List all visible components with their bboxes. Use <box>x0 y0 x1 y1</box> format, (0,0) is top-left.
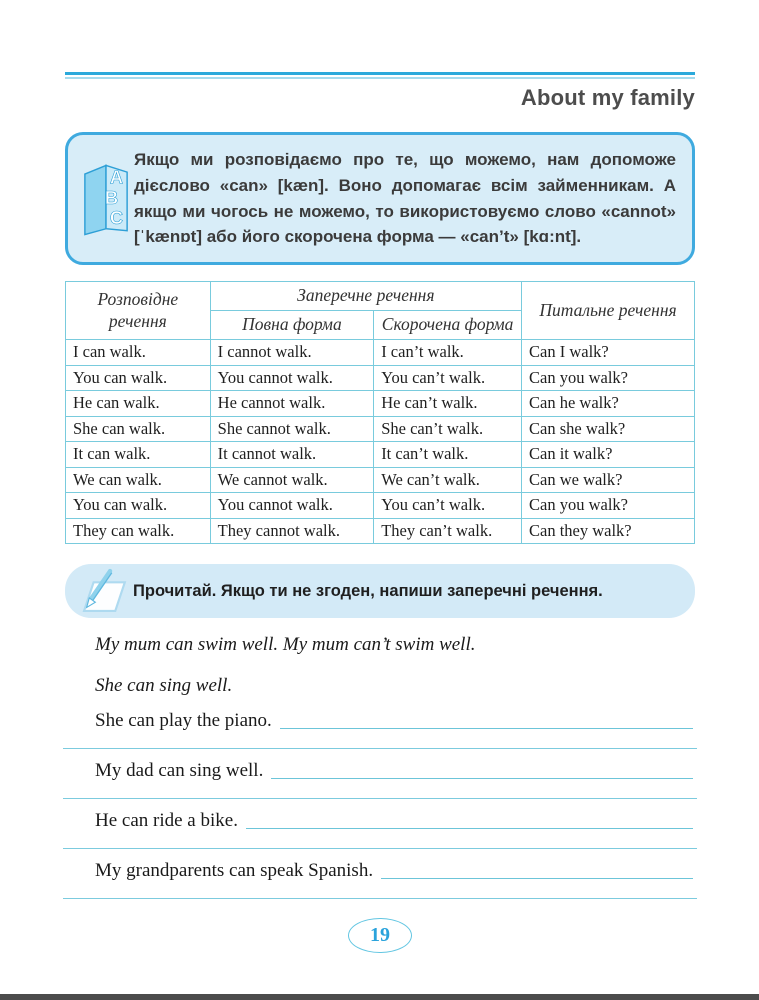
top-rule-primary <box>65 72 695 75</box>
column-header-short-form: Скорочена форма <box>374 311 522 340</box>
cell-negative-short: I can’t walk. <box>374 340 522 366</box>
task-instruction-banner <box>65 564 695 618</box>
cell-question: Can she walk? <box>522 416 695 442</box>
column-header-declarative: Розповідне речення <box>66 282 211 340</box>
cell-negative-full: He cannot walk. <box>210 391 374 417</box>
cell-negative-short: He can’t walk. <box>374 391 522 417</box>
svg-text:A: A <box>109 166 124 188</box>
exercise-item <box>95 758 695 782</box>
cell-question: Can they walk? <box>522 518 695 544</box>
example-sentence: My mum can swim well. My mum can’t swim well. <box>95 634 476 656</box>
cell-negative-short: She can’t walk. <box>374 416 522 442</box>
cell-declarative: You can walk. <box>66 365 211 391</box>
cell-negative-full: They cannot walk. <box>210 518 374 544</box>
exercise-section <box>65 631 695 899</box>
cell-declarative: He can walk. <box>66 391 211 417</box>
cell-declarative: She can walk. <box>66 416 211 442</box>
cell-negative-full: You cannot walk. <box>210 365 374 391</box>
pen-paper-icon <box>75 568 133 614</box>
svg-text:B: B <box>105 186 119 208</box>
page-number-badge <box>348 918 412 953</box>
cell-negative-short: They can’t walk. <box>374 518 522 544</box>
cell-declarative: We can walk. <box>66 467 211 493</box>
exercise-sentence: She can play the piano. <box>95 710 272 732</box>
exercise-sentence: He can ride a bike. <box>95 809 238 831</box>
grammar-rule-text: Якщо ми розповідаємо про те, що можемо, нам допоможе дієслово «can» [kæn]. Воно допомагає всім займенникам. А якщо ми чогось не можемо, то використовуємо слово «cannot» [ˈkænɒt] або його скорочена форма — «can’t» [kɑ:nt]. <box>134 150 676 247</box>
table-row <box>66 365 695 391</box>
column-header-interrogative: Питальне речення <box>522 282 695 340</box>
cell-declarative: I can walk. <box>66 340 211 366</box>
cell-declarative: It can walk. <box>66 442 211 468</box>
column-header-full-form: Повна форма <box>210 311 374 340</box>
cell-question: Can I walk? <box>522 340 695 366</box>
task-instruction-text: Прочитай. Якщо ти не згоден, напиши заперечні речення. <box>133 581 603 600</box>
writing-line <box>63 748 697 749</box>
answer-blank <box>246 808 693 829</box>
cell-negative-full: You cannot walk. <box>210 493 374 519</box>
exercise-sentence: My dad can sing well. <box>95 759 264 781</box>
can-forms-table <box>65 281 695 544</box>
cell-negative-full: We cannot walk. <box>210 467 374 493</box>
writing-line <box>63 898 697 899</box>
exercise-item <box>95 858 695 882</box>
cell-question: Can he walk? <box>522 391 695 417</box>
example-sentence: She can sing well. <box>95 674 233 696</box>
table-row <box>66 340 695 366</box>
answer-blank <box>381 858 693 879</box>
abc-book-icon <box>78 161 134 237</box>
table-row <box>66 391 695 417</box>
table-row <box>66 467 695 493</box>
cell-question: Can we walk? <box>522 467 695 493</box>
cell-negative-full: She cannot walk. <box>210 416 374 442</box>
table-row <box>66 416 695 442</box>
cell-negative-full: It cannot walk. <box>210 442 374 468</box>
writing-line <box>63 848 697 849</box>
exercise-item <box>95 808 695 832</box>
top-rule-secondary <box>65 77 695 79</box>
page-title: About my family <box>520 85 695 110</box>
grammar-info-box <box>65 132 695 265</box>
column-header-negative-group: Заперечне речення <box>210 282 521 311</box>
cell-declarative: You can walk. <box>66 493 211 519</box>
page-number: 19 <box>370 923 390 946</box>
page-bottom-bar <box>0 994 759 1000</box>
table-row <box>66 493 695 519</box>
table-row <box>66 518 695 544</box>
table-row <box>66 442 695 468</box>
cell-question: Can it walk? <box>522 442 695 468</box>
cell-negative-short: You can’t walk. <box>374 493 522 519</box>
cell-negative-short: It can’t walk. <box>374 442 522 468</box>
cell-declarative: They can walk. <box>66 518 211 544</box>
cell-negative-short: We can’t walk. <box>374 467 522 493</box>
answer-blank <box>280 708 693 729</box>
svg-text:C: C <box>109 206 124 228</box>
cell-question: Can you walk? <box>522 493 695 519</box>
exercise-item <box>95 708 695 732</box>
exercise-sentence: My grandparents can speak Spanish. <box>95 859 374 881</box>
answer-blank <box>271 758 693 779</box>
cell-question: Can you walk? <box>522 365 695 391</box>
cell-negative-short: You can’t walk. <box>374 365 522 391</box>
writing-line <box>63 798 697 799</box>
cell-negative-full: I cannot walk. <box>210 340 374 366</box>
